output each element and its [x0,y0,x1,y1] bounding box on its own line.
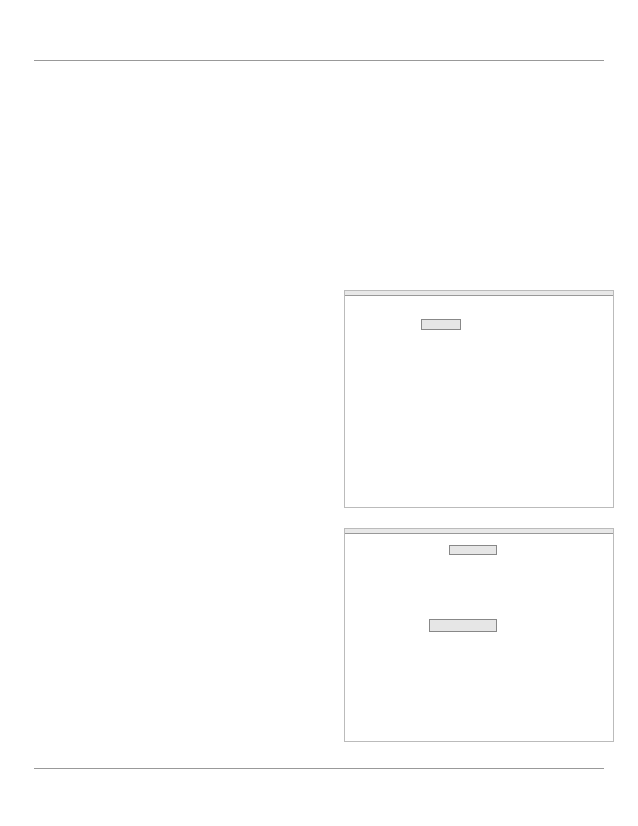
view-data-button[interactable] [421,319,461,330]
load-samples-button[interactable] [449,545,497,555]
fig3-tab-bar [345,529,613,534]
left-column [34,76,306,88]
header-rule [34,60,604,61]
right-column [334,76,604,88]
fig2-tab-bar [345,291,613,296]
svm-classification-screenshot [344,290,614,508]
footer-rule [34,768,604,769]
classify-button[interactable] [429,619,497,632]
ant-clustering-screenshot [344,528,614,742]
